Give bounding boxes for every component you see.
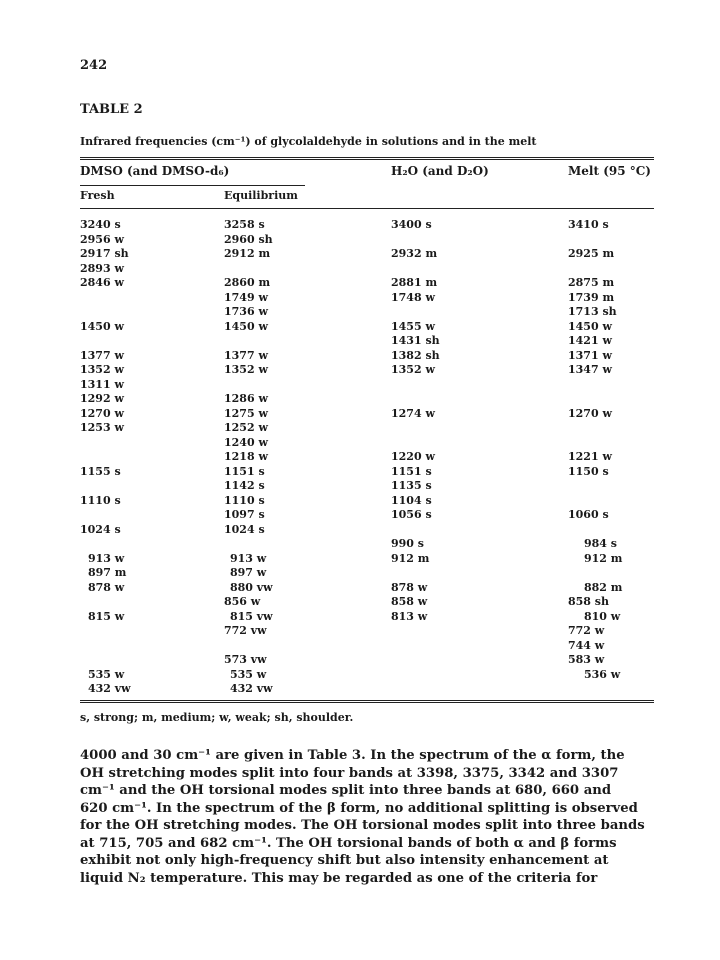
- table-row: [80, 479, 654, 494]
- table-cell: 1736 w: [224, 305, 268, 318]
- table-cell: 1253 w: [80, 421, 124, 434]
- table-cell: 2881 m: [391, 276, 438, 289]
- table-row: [80, 407, 654, 422]
- table-row: [80, 233, 654, 248]
- table-cell: 1275 w: [224, 406, 268, 420]
- table-cell: 535 w: [230, 667, 267, 681]
- table-cell: 1097 s: [224, 508, 265, 521]
- table-cell: 1286 w: [224, 392, 268, 405]
- table-cell: 2925 m: [568, 247, 615, 260]
- table-body: [80, 218, 654, 697]
- header-water: H₂O (and D₂O): [391, 164, 489, 178]
- table-row: [80, 668, 654, 683]
- body-text-line: 4000 and 30 cm⁻¹ are given in Table 3. In the spectrum of the α form, the: [80, 748, 625, 763]
- table-row: [80, 276, 654, 291]
- table-cell: 1151 s: [224, 464, 265, 478]
- table-cell: 573 vw: [224, 653, 267, 666]
- table-cell: 1450 w: [224, 319, 268, 333]
- header-dmso: DMSO (and DMSO-d₆): [80, 164, 230, 178]
- table-cell: 1142 s: [224, 479, 265, 492]
- table-caption: Infrared frequencies (cm⁻¹) of glycolaldehyde in solutions and in the melt: [80, 135, 537, 148]
- table-cell: 897 w: [230, 566, 267, 579]
- table-row: [80, 581, 654, 596]
- table-cell: 3258 s: [224, 218, 265, 231]
- body-text: [80, 747, 660, 887]
- table-cell: 2893 w: [80, 261, 124, 275]
- table-row: [80, 378, 654, 393]
- table-cell: 1713 sh: [568, 305, 617, 318]
- table-cell: 1151 s: [391, 464, 432, 478]
- table-row: [80, 218, 654, 233]
- table-cell: 1060 s: [568, 508, 609, 521]
- table-cell: 1155 s: [80, 464, 121, 478]
- table-cell: 1431 sh: [391, 334, 440, 347]
- table-cell: 3400 s: [391, 218, 432, 231]
- table-cell: 1371 w: [568, 348, 612, 362]
- header-melt: Melt (95 °C): [568, 164, 651, 178]
- table-cell: 432 vw: [88, 682, 131, 695]
- table-cell: 744 w: [568, 638, 605, 652]
- table-cell: 1749 w: [224, 290, 268, 304]
- table-cell: 1450 w: [568, 319, 612, 333]
- table-cell: 1377 w: [80, 348, 124, 362]
- table-cell: 1748 w: [391, 290, 435, 304]
- table-cell: 2860 m: [224, 276, 271, 289]
- table-row: [80, 349, 654, 364]
- table-row: [80, 552, 654, 567]
- body-text-line: cm⁻¹ and the OH torsional modes split into three bands at 680, 660 and: [80, 783, 612, 798]
- table-cell: 882 m: [584, 580, 623, 594]
- table-cell: 913 w: [88, 551, 125, 565]
- table-row: [80, 537, 654, 552]
- table-row: [80, 682, 654, 697]
- table-cell: 1274 w: [391, 406, 435, 420]
- table-cell: 1455 w: [391, 319, 435, 333]
- table-cell: 1352 w: [391, 363, 435, 376]
- table-cell: 813 w: [391, 609, 428, 623]
- table-cell: 3410 s: [568, 218, 609, 231]
- table-row: [80, 262, 654, 277]
- table-cell: 1056 s: [391, 508, 432, 521]
- subheader-fresh: Fresh: [80, 189, 115, 202]
- table-cell: 2956 w: [80, 232, 124, 246]
- table-cell: 1252 w: [224, 421, 268, 434]
- table-cell: 913 w: [230, 551, 267, 565]
- table-cell: 3240 s: [80, 218, 121, 231]
- body-text-line: at 715, 705 and 682 cm⁻¹. The OH torsional bands of both α and β forms: [80, 835, 617, 851]
- table-footnote: s, strong; m, medium; w, weak; sh, shoulder.: [80, 711, 354, 724]
- table-cell: 1240 w: [224, 435, 268, 449]
- table-cell: 1352 w: [224, 363, 268, 376]
- table-row: [80, 421, 654, 436]
- table-row: [80, 610, 654, 625]
- table-cell: 878 w: [88, 580, 125, 594]
- table-row: [80, 334, 654, 349]
- header-bottom-rule: [80, 208, 654, 209]
- table-cell: 1221 w: [568, 450, 612, 463]
- table-cell: 1382 sh: [391, 348, 440, 362]
- table-cell: 536 w: [584, 667, 621, 681]
- table-cell: 1421 w: [568, 334, 612, 347]
- table-cell: 1352 w: [80, 363, 124, 376]
- body-text-line: for the OH stretching modes. The OH torsional modes split into three bands: [80, 818, 645, 833]
- table-cell: 1377 w: [224, 348, 268, 362]
- table-cell: 1292 w: [80, 392, 124, 405]
- table-cell: 1311 w: [80, 377, 124, 391]
- table-row: [80, 450, 654, 465]
- table-cell: 583 w: [568, 653, 605, 666]
- table-cell: 858 sh: [568, 595, 609, 608]
- table-row: [80, 465, 654, 480]
- table-cell: 2912 m: [224, 247, 271, 260]
- table-row: [80, 291, 654, 306]
- table-row: [80, 305, 654, 320]
- table-row: [80, 320, 654, 335]
- table-cell: 897 m: [88, 566, 127, 579]
- table-cell: 1270 w: [568, 406, 612, 420]
- table-row: [80, 508, 654, 523]
- table-row: [80, 436, 654, 451]
- table-cell: 856 w: [224, 595, 261, 608]
- table-row: [80, 494, 654, 509]
- table-cell: 2846 w: [80, 276, 124, 289]
- table-cell: 880 vw: [230, 580, 273, 594]
- body-text-line: exhibit not only high-frequency shift but also intensity enhancement at: [80, 853, 609, 868]
- table-top-rule: [80, 157, 654, 160]
- table-label: TABLE 2: [80, 102, 143, 117]
- page-number: 242: [80, 58, 108, 73]
- table-row: [80, 653, 654, 668]
- table-row: [80, 639, 654, 654]
- table-cell: 1739 m: [568, 290, 615, 304]
- table-row: [80, 523, 654, 538]
- table-cell: 1110 s: [80, 493, 121, 507]
- table-cell: 1024 s: [80, 522, 121, 536]
- table-cell: 1135 s: [391, 479, 432, 492]
- body-text-line: liquid N₂ temperature. This may be regarded as one of the criteria for: [80, 870, 598, 886]
- table-cell: 1220 w: [391, 450, 435, 463]
- table-cell: 2960 sh: [224, 232, 273, 246]
- table-cell: 1218 w: [224, 450, 268, 463]
- table-cell: 2917 sh: [80, 247, 129, 260]
- table-cell: 1347 w: [568, 363, 612, 376]
- table-bottom-rule: [80, 700, 654, 703]
- table-cell: 2875 m: [568, 276, 615, 289]
- table-cell: 2932 m: [391, 247, 438, 260]
- table-row: [80, 624, 654, 639]
- table-cell: 1450 w: [80, 319, 124, 333]
- table-cell: 772 vw: [224, 624, 267, 637]
- table-cell: 432 vw: [230, 682, 273, 695]
- subheader-equilibrium: Equilibrium: [224, 189, 298, 202]
- table-cell: 1110 s: [224, 493, 265, 507]
- table-cell: 1150 s: [568, 464, 609, 478]
- table-cell: 810 w: [584, 609, 621, 623]
- table-row: [80, 247, 654, 262]
- table-cell: 912 m: [391, 551, 430, 565]
- table-cell: 878 w: [391, 580, 428, 594]
- body-text-line: OH stretching modes split into four bands at 3398, 3375, 3342 and 3307: [80, 765, 619, 781]
- body-text-line: 620 cm⁻¹. In the spectrum of the β form, no additional splitting is observed: [80, 800, 638, 816]
- header-dmso-underline: [80, 185, 305, 186]
- table-cell: 815 vw: [230, 609, 273, 623]
- table-cell: 858 w: [391, 595, 428, 608]
- table-row: [80, 363, 654, 378]
- table-cell: 815 w: [88, 609, 125, 623]
- table-cell: 1024 s: [224, 522, 265, 536]
- table-cell: 984 s: [584, 537, 617, 550]
- table-cell: 1270 w: [80, 406, 124, 420]
- table-row: [80, 595, 654, 610]
- table-cell: 1104 s: [391, 493, 432, 507]
- table-row: [80, 392, 654, 407]
- table-row: [80, 566, 654, 581]
- table-cell: 772 w: [568, 624, 605, 637]
- table-cell: 990 s: [391, 537, 424, 550]
- table-cell: 912 m: [584, 551, 623, 565]
- table-cell: 535 w: [88, 667, 125, 681]
